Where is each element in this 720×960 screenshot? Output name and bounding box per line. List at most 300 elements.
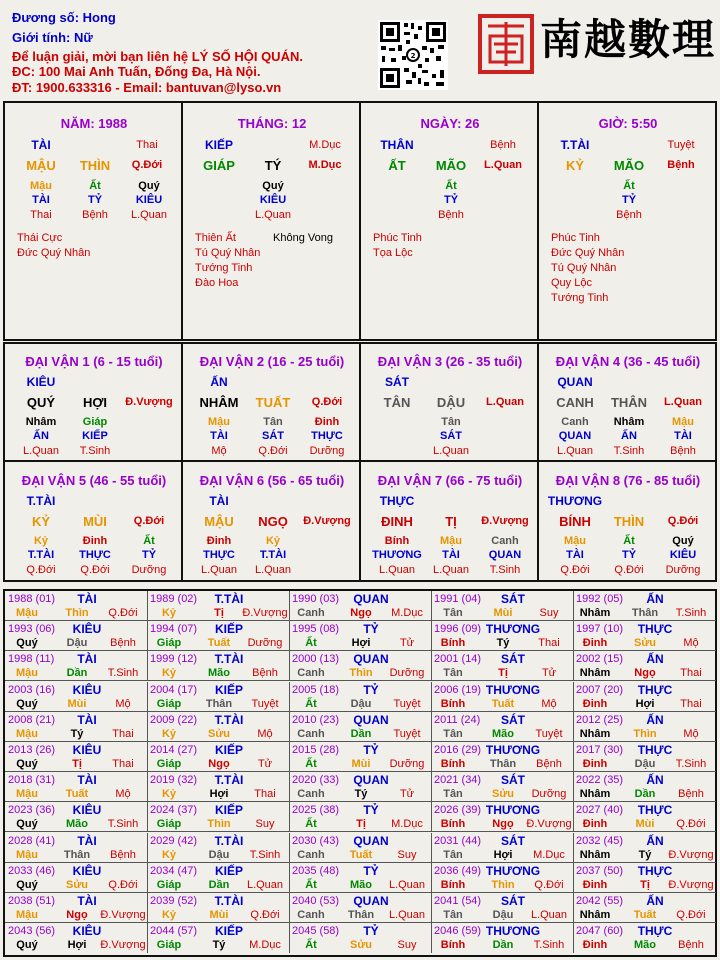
annual-year: 2038 (51): [8, 895, 56, 907]
annual-stage: Tử: [257, 758, 273, 770]
hidden-star: KIÊU: [259, 194, 287, 206]
annual-star: QUAN: [353, 773, 389, 788]
annual-star: KIẾP: [214, 622, 244, 637]
hidden-state: Thai: [30, 209, 52, 221]
annual-star: KIẾP: [214, 924, 244, 939]
annual-stage: Tuyệt: [393, 697, 421, 710]
header: [0, 0, 720, 100]
annual-cell: [5, 591, 148, 621]
annual-cell: [5, 772, 148, 802]
annual-year: 2010 (23): [292, 713, 340, 726]
annual-stem: Kỷ: [161, 667, 177, 680]
dai-van-hidden-stem: Ất: [143, 535, 155, 547]
annual-year: 1989 (02): [150, 593, 198, 605]
annual-star: KIÊU: [72, 863, 102, 878]
annual-year: 1996 (09): [434, 623, 482, 636]
annual-star: KIẾP: [214, 803, 244, 818]
annual-year: 1994 (07): [150, 623, 198, 636]
annual-stem: Giáp: [156, 758, 182, 770]
dai-van-stage: Q.Đới: [311, 396, 343, 408]
earthly-branch: THÌN: [79, 158, 111, 173]
dai-van-hidden-star: THỰC: [79, 549, 111, 561]
annual-stage: Dưỡng: [531, 788, 567, 801]
annual-branch: Tị: [214, 607, 224, 619]
annual-star: KIẾP: [214, 743, 244, 757]
annual-star: T.TÀI: [214, 894, 244, 908]
dai-van-title: ĐẠI VẬN 8 (76 - 85 tuổi): [555, 473, 701, 488]
annual-star: TÀI: [77, 592, 97, 606]
annual-cell: [5, 833, 148, 863]
annual-branch: Mão: [350, 878, 372, 891]
annual-stage: Mộ: [115, 788, 131, 801]
annual-stem: Mậu: [16, 667, 38, 680]
annual-stage: Đ.Vượng: [100, 939, 146, 952]
annual-year: 2022 (35): [576, 774, 624, 787]
annual-stem: Quý: [16, 939, 38, 952]
dai-van-title: ĐẠI VẬN 6 (56 - 65 tuổi): [199, 473, 345, 488]
annual-branch: Tuất: [633, 909, 657, 921]
annual-year: 1990 (03): [292, 593, 340, 605]
annual-star: TỶ: [363, 622, 379, 637]
dai-van-cell: [183, 463, 361, 580]
annual-stage: L.Quan: [246, 878, 284, 891]
annual-branch: Tý: [354, 788, 368, 801]
annual-stem: Canh: [297, 909, 325, 921]
dai-van-hidden-state: Q.Đới: [258, 445, 288, 457]
annual-year: 2020 (33): [292, 774, 340, 787]
annual-branch: Mùi: [493, 607, 513, 619]
annual-stem: Kỷ: [161, 788, 177, 801]
annual-stage: Tử: [399, 637, 415, 650]
pillar-stage: Q.Đới: [131, 159, 163, 171]
annual-branch: Thân: [347, 909, 375, 921]
pillar-top-right: M.Dục: [309, 139, 341, 151]
annual-year: 2027 (40): [576, 804, 624, 817]
annual-stem: Ất: [305, 637, 317, 650]
dai-van-stage: Đ.Vượng: [303, 515, 351, 527]
annual-branch: Tị: [640, 878, 650, 891]
annual-cell: [5, 712, 148, 742]
dai-van-stage: Đ.Vượng: [481, 515, 529, 527]
annual-stem: Mậu: [16, 727, 38, 740]
annual-cell: [147, 802, 290, 832]
annual-stem: Bính: [440, 697, 466, 710]
annual-branch: Dậu: [350, 697, 372, 710]
annual-year: 2005 (18): [292, 683, 340, 696]
annual-cell: [573, 833, 716, 863]
annual-year: 2042 (55): [576, 895, 624, 907]
annual-branch: Tuất: [491, 697, 515, 710]
pillar-stage: L.Quan: [484, 159, 522, 171]
annual-cell: [147, 682, 290, 712]
annual-cell: [289, 772, 432, 802]
annual-cell: [5, 923, 148, 953]
hidden-state: L.Quan: [254, 209, 292, 221]
annual-branch: Ngọ: [634, 667, 656, 680]
dai-van-title: ĐẠI VẬN 3 (26 - 35 tuổi): [377, 354, 523, 369]
annual-cell: [147, 712, 290, 742]
annual-year: 2025 (38): [292, 804, 340, 817]
annual-branch: Dần: [492, 939, 514, 952]
dai-van-branch: DẬU: [436, 395, 466, 410]
dai-van-cell: [361, 344, 539, 461]
annual-year: 2002 (15): [576, 653, 624, 666]
dai-van-hidden-state: Q.Đới: [80, 564, 110, 576]
annual-cell: [289, 923, 432, 953]
annual-branch: Dậu: [492, 909, 514, 921]
annual-stem: Bính: [440, 758, 466, 770]
annual-branch: Mùi: [635, 818, 655, 831]
earthly-branch: MÃO: [613, 158, 645, 173]
annual-star: ẤN: [646, 773, 664, 788]
dai-van-hidden-star: KIÊU: [669, 549, 697, 561]
special-star: Đức Quý Nhân: [17, 247, 91, 259]
dai-van-star: THƯƠNG: [547, 494, 603, 508]
annual-stem: Tân: [443, 788, 463, 801]
pillar-star: T.TÀI: [560, 138, 590, 152]
dai-van-hidden-state: T.Sinh: [489, 564, 521, 576]
annual-stem: Tân: [443, 667, 463, 680]
pillar-cell: [361, 103, 539, 339]
dai-van-branch: THÌN: [613, 514, 645, 529]
special-star: Tọa Lộc: [373, 247, 413, 259]
pillar-title: GIỜ: 5:50: [598, 116, 658, 131]
annual-stage: Mộ: [257, 727, 273, 740]
dai-van-star: SÁT: [385, 375, 409, 389]
annual-branch: Thìn: [349, 667, 373, 680]
annual-branch: Sửu: [349, 939, 373, 952]
annual-stage: Mộ: [683, 727, 699, 740]
dai-van-stem: KỶ: [31, 514, 51, 529]
annual-year: 2014 (27): [150, 744, 198, 756]
annual-stage: T.Sinh: [533, 939, 565, 952]
annual-stem: Mậu: [16, 788, 38, 801]
dai-van-stage: Đ.Vượng: [125, 396, 173, 408]
dai-van-branch: MÙI: [83, 514, 107, 529]
dai-van-hidden-state: Q.Đới: [614, 564, 644, 576]
annual-stage: Tử: [399, 788, 415, 801]
annual-year: 2009 (22): [150, 713, 198, 726]
annual-stage: T.Sinh: [107, 667, 139, 680]
annual-stage: Bệnh: [110, 637, 136, 650]
annual-luck-grid: [3, 589, 717, 957]
annual-star: SÁT: [501, 592, 525, 606]
annual-cell: [5, 682, 148, 712]
annual-branch: Tuất: [65, 788, 89, 801]
annual-stage: Tuyệt: [535, 727, 563, 740]
annual-cell: [147, 651, 290, 681]
annual-star: QUAN: [353, 833, 389, 848]
annual-branch: Dần: [350, 727, 372, 740]
dai-van-branch: TUẤT: [255, 395, 291, 410]
annual-stem: Canh: [297, 727, 325, 740]
annual-year: 2013 (26): [8, 744, 56, 756]
annual-year: 2017 (30): [576, 744, 624, 756]
annual-stem: Đinh: [582, 758, 608, 770]
annual-stage: Thai: [680, 667, 702, 680]
annual-branch: Ngọ: [492, 818, 514, 831]
annual-stage: Đ.Vượng: [100, 909, 146, 921]
annual-star: SÁT: [501, 773, 525, 788]
dai-van-branch: NGỌ: [258, 514, 288, 529]
dai-van-title: ĐẠI VẬN 1 (6 - 15 tuổi): [25, 354, 163, 369]
dai-van-hidden-star: TÀI: [442, 549, 460, 561]
annual-stage: Thai: [538, 637, 560, 650]
annual-stem: Canh: [297, 607, 325, 619]
annual-stage: Mộ: [683, 637, 699, 650]
annual-cell: [5, 802, 148, 832]
annual-branch: Sửu: [491, 788, 515, 801]
dai-van-stem: NHÂM: [199, 395, 239, 410]
annual-stem: Tân: [443, 909, 463, 921]
special-star: Đức Quý Nhân: [551, 247, 625, 259]
annual-stem: Bính: [440, 818, 466, 831]
dai-van-panel: [3, 342, 717, 582]
hidden-stem: Ất: [623, 180, 635, 192]
annual-year: 2043 (56): [8, 925, 56, 938]
annual-star: TỶ: [363, 682, 379, 697]
annual-branch: Mão: [492, 727, 514, 740]
annual-cell: [147, 833, 290, 863]
annual-year: 2030 (43): [292, 834, 340, 847]
annual-star: THỰC: [637, 743, 673, 757]
annual-star: KIÊU: [72, 622, 102, 637]
dai-van-hidden-stem: Canh: [561, 416, 589, 428]
dai-van-hidden-state: L.Quan: [432, 445, 470, 457]
annual-cell: [147, 621, 290, 651]
dai-van-hidden-star: TỶ: [621, 549, 637, 561]
annual-stage: Bệnh: [678, 939, 704, 952]
dai-van-title: ĐẠI VẬN 2 (16 - 25 tuổi): [199, 354, 345, 369]
annual-year: 2018 (31): [8, 774, 56, 787]
four-pillars-panel: [3, 101, 717, 341]
annual-stem: Tân: [443, 848, 463, 861]
annual-stage: Mộ: [115, 697, 131, 710]
annual-stage: Bệnh: [110, 848, 136, 861]
annual-stage: Dưỡng: [389, 758, 425, 770]
annual-branch: Tuất: [349, 848, 373, 861]
annual-cell: [573, 742, 716, 772]
hidden-stem: Quý: [262, 180, 284, 192]
annual-cell: [147, 893, 290, 923]
annual-cell: [431, 923, 574, 953]
annual-cell: [289, 591, 432, 621]
pillar-top-right: Tuyệt: [667, 139, 695, 151]
annual-branch: Thân: [631, 607, 659, 619]
annual-stem: Bính: [440, 939, 466, 952]
annual-star: ẤN: [646, 592, 664, 606]
annual-cell: [431, 772, 574, 802]
annual-branch: Thìn: [207, 818, 231, 831]
annual-stem: Tân: [443, 727, 463, 740]
heavenly-stem: KỶ: [565, 158, 585, 173]
annual-stage: Thai: [680, 697, 702, 710]
annual-year: 2024 (37): [150, 804, 198, 817]
annual-cell: [147, 772, 290, 802]
hidden-state: Bệnh: [616, 209, 642, 221]
annual-year: 2011 (24): [434, 713, 481, 726]
annual-year: 2015 (28): [292, 744, 340, 756]
annual-cell: [289, 621, 432, 651]
annual-year: 2041 (54): [434, 895, 482, 907]
annual-stage: Suy: [255, 818, 275, 831]
annual-branch: Dần: [208, 878, 230, 891]
dai-van-hidden-star: TÀI: [210, 430, 228, 442]
annual-year: 1991 (04): [434, 593, 482, 605]
annual-stage: Thai: [254, 788, 276, 801]
annual-branch: Mão: [66, 818, 88, 831]
annual-cell: [431, 742, 574, 772]
annual-cell: [431, 621, 574, 651]
annual-star: QUAN: [353, 894, 389, 908]
annual-stem: Đinh: [582, 818, 608, 831]
pillar-cell: [183, 103, 361, 339]
dai-van-hidden-star: ẤN: [621, 430, 637, 442]
heavenly-stem: ẤT: [388, 158, 406, 173]
annual-year: 2023 (36): [8, 804, 56, 817]
qr-code-icon[interactable]: [378, 20, 448, 90]
special-star: Đào Hoa: [195, 277, 239, 289]
annual-star: T.TÀI: [214, 833, 244, 848]
dai-van-hidden-state: L.Quan: [432, 564, 470, 576]
annual-year: 2000 (13): [292, 653, 340, 666]
dai-van-hidden-star: THỰC: [203, 549, 235, 561]
hidden-stem: Ất: [89, 180, 101, 192]
annual-stage: M.Dục: [533, 848, 565, 861]
dai-van-hidden-state: T.Sinh: [79, 445, 111, 457]
annual-stage: Đ.Vượng: [242, 607, 288, 619]
pillar-cell: [539, 103, 717, 339]
annual-stage: L.Quan: [388, 878, 426, 891]
annual-star: THỰC: [637, 622, 673, 637]
annual-cell: [147, 863, 290, 893]
annual-star: THỰC: [637, 863, 673, 878]
annual-stem: Nhâm: [579, 607, 611, 619]
annual-cell: [573, 682, 716, 712]
annual-year: 2003 (16): [8, 683, 56, 696]
annual-stage: Đ.Vượng: [526, 818, 572, 831]
pillar-star: THÂN: [380, 138, 414, 152]
annual-cell: [289, 863, 432, 893]
dai-van-hidden-state: Q.Đới: [26, 564, 56, 576]
annual-stem: Canh: [297, 848, 325, 861]
dai-van-hidden-stem: Ất: [623, 535, 635, 547]
annual-branch: Hợi: [635, 697, 655, 710]
subject-name-line: Đương số: Hong: [12, 10, 116, 25]
annual-stem: Quý: [16, 818, 38, 831]
annual-stem: Đinh: [582, 878, 608, 891]
annual-branch: Ngọ: [350, 607, 372, 619]
annual-branch: Mão: [634, 939, 656, 952]
annual-branch: Hợi: [209, 788, 229, 801]
annual-cell: [573, 772, 716, 802]
special-star: Thiên Ất: [195, 232, 236, 244]
annual-branch: Tuất: [207, 637, 231, 650]
address-line: ĐC: 100 Mai Anh Tuấn, Đống Đa, Hà Nội.: [12, 64, 261, 79]
annual-cell: [289, 893, 432, 923]
annual-branch: Mùi: [351, 758, 371, 770]
dai-van-hidden-star: TÀI: [566, 549, 584, 561]
annual-star: T.TÀI: [214, 592, 244, 606]
annual-year: 2035 (48): [292, 864, 340, 877]
annual-cell: [147, 923, 290, 953]
dai-van-hidden-stem: Mậu: [564, 535, 586, 547]
annual-stem: Giáp: [156, 818, 182, 831]
dai-van-cell: [361, 463, 539, 580]
dai-van-hidden-star: TÀI: [674, 430, 692, 442]
annual-year: 1998 (11): [8, 653, 55, 666]
annual-stem: Giáp: [156, 697, 182, 710]
logo-text: 南越數理: [540, 15, 717, 64]
annual-stem: Canh: [297, 788, 325, 801]
annual-cell: [573, 893, 716, 923]
dai-van-hidden-star: THỰC: [311, 430, 343, 442]
annual-stem: Ất: [305, 697, 317, 710]
hidden-star: TỶ: [621, 194, 637, 206]
annual-branch: Ngọ: [66, 909, 88, 921]
special-star: Tú Quý Nhân: [551, 262, 617, 274]
annual-stem: Kỷ: [161, 848, 177, 861]
special-star: Quy Lộc: [551, 277, 592, 289]
annual-cell: [5, 742, 148, 772]
annual-star: THỰC: [637, 682, 673, 697]
dai-van-title: ĐẠI VẬN 5 (46 - 55 tuổi): [21, 473, 167, 488]
annual-branch: Hợi: [67, 939, 87, 952]
dai-van-hidden-stem: Bính: [384, 535, 410, 547]
annual-star: THƯƠNG: [485, 803, 541, 818]
dai-van-stem: CANH: [556, 395, 594, 410]
pillar-stage: Bệnh: [667, 159, 695, 171]
annual-star: THỰC: [637, 924, 673, 939]
annual-stem: Giáp: [156, 637, 182, 650]
annual-stem: Bính: [440, 878, 466, 891]
annual-branch: Thìn: [491, 878, 515, 891]
gender-line: Giới tính: Nữ: [12, 30, 93, 45]
hidden-star: TỶ: [87, 194, 103, 206]
special-star: Tướng Tinh: [195, 262, 253, 274]
annual-cell: [431, 712, 574, 742]
annual-stem: Nhâm: [579, 909, 611, 921]
annual-stage: Mộ: [541, 697, 557, 710]
annual-star: SÁT: [501, 652, 525, 667]
annual-year: 2031 (44): [434, 834, 482, 847]
pillar-title: NĂM: 1988: [60, 116, 128, 131]
dai-van-hidden-stem: Tân: [263, 416, 283, 428]
annual-branch: Thân: [205, 697, 233, 710]
annual-stage: M.Dục: [391, 607, 423, 619]
annual-stage: L.Quan: [388, 909, 426, 921]
annual-stage: Đ.Vượng: [668, 878, 714, 891]
annual-branch: Sửu: [633, 637, 657, 650]
annual-year: 2033 (46): [8, 864, 56, 877]
annual-stage: T.Sinh: [675, 607, 707, 619]
hidden-stem: Mậu: [30, 180, 52, 192]
dai-van-cell: [5, 463, 183, 580]
red-seal-icon: [478, 14, 534, 74]
dai-van-hidden-star: SÁT: [262, 430, 284, 442]
annual-stage: Bệnh: [252, 667, 278, 680]
annual-star: TÀI: [77, 773, 97, 788]
dai-van-hidden-state: L.Quan: [254, 564, 292, 576]
annual-stem: Quý: [16, 637, 38, 650]
annual-stem: Canh: [297, 667, 325, 680]
dai-van-hidden-stem: Kỷ: [265, 535, 281, 547]
annual-cell: [573, 591, 716, 621]
annual-year: 2045 (58): [292, 925, 340, 938]
annual-branch: Mão: [208, 667, 230, 680]
annual-year: 2008 (21): [8, 713, 56, 726]
hidden-state: L.Quan: [130, 209, 168, 221]
